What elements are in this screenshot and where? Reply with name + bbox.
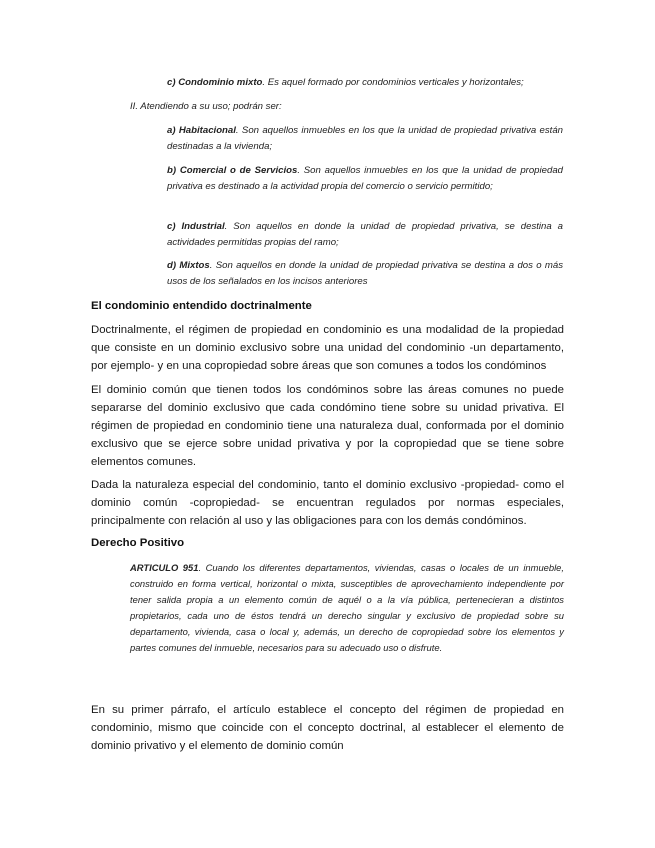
section-ii-heading: II. Atendiendo a su uso; podrán ser: [130, 101, 282, 112]
list-item-mixtos [167, 258, 563, 290]
item-label: d) Mixtos [167, 260, 210, 271]
list-item-condominio-mixto [167, 75, 563, 91]
item-label: a) Habitacional [167, 125, 236, 136]
list-item-comercial [167, 163, 563, 195]
item-text: . Son aquellos en donde la unidad de propiedad privativa, se destina a actividades permitidas propias del ramo; [167, 221, 563, 248]
paragraph-positivo-1: En su primer párrafo, el artículo establece el concepto del régimen de propiedad en condominio, mismo que coincide con el concepto doctrinal, al establecer el elemento de dominio privativo y el elemento de dominio común [91, 704, 564, 752]
item-text: . Son aquellos en donde la unidad de propiedad privativa se destina a dos o más usos de los señalados en los incisos anteriores [167, 260, 564, 287]
article-label: ARTICULO 951 [130, 562, 199, 573]
article-951-quote [130, 560, 564, 656]
paragraph-doctrinal-1: Doctrinalmente, el régimen de propiedad en condominio es una modalidad de la propiedad que consiste en un dominio exclusivo sobre una unidad del condominio -un departamento, por ejemplo- y en una copropiedad sobre áreas que son comunes a todos los condóminos [91, 324, 564, 372]
article-text: . Cuando los diferentes departamentos, viviendas, casas o locales de un inmueble, construido en forma vertical, horizontal o mixta, susceptibles de aprovechamiento independiente por tener salida propia a un elemento común de aquél o a la vía pública, pertenecieran a distintos propietarios, cada uno de éstos tendrá un derecho singular y exclusivo de propiedad sobre su departamento, vivienda, casa o local y, además, un derecho de copropiedad sobre los elementos y partes comunes del inmueble, necesarios para su adecuado uso o disfrute. [130, 562, 564, 653]
paragraph-doctrinal-2: El dominio común que tienen todos los condóminos sobre las áreas comunes no puede separarse del dominio exclusivo que cada condómino tiene sobre su unidad privativa. El régimen de propiedad en condominio tiene una naturaleza dual, conformada por el dominio exclusivo que se ejerce sobre unidad privativa y por la copropiedad que se tiene sobre elementos comunes. [91, 384, 564, 468]
item-text: . Es aquel formado por condominios verticales y horizontales; [262, 77, 524, 88]
item-label: c) Condominio mixto [167, 77, 263, 88]
item-text: . Son aquellos inmuebles en los que la unidad de propiedad privativa es destinado a la actividad propia del comercio o servicio permitido; [167, 165, 563, 192]
paragraph-doctrinal-3: Dada la naturaleza especial del condominio, tanto el dominio exclusivo -propiedad- como el dominio común -copropiedad- se encuentran regulados por normas especiales, principalmente con relación al uso y las obligaciones para con los demás condóminos. [91, 479, 564, 527]
item-label: c) Industrial [167, 221, 225, 232]
list-item-industrial [167, 219, 563, 251]
heading-derecho-positivo: Derecho Positivo [91, 537, 185, 549]
list-item-habitacional [167, 123, 563, 155]
heading-doctrinal: El condominio entendido doctrinalmente [91, 300, 312, 312]
item-text: . Son aquellos inmuebles en los que la unidad de propiedad privativa están destinadas a la vivienda; [167, 125, 563, 152]
item-label: b) Comercial o de Servicios [167, 165, 298, 176]
